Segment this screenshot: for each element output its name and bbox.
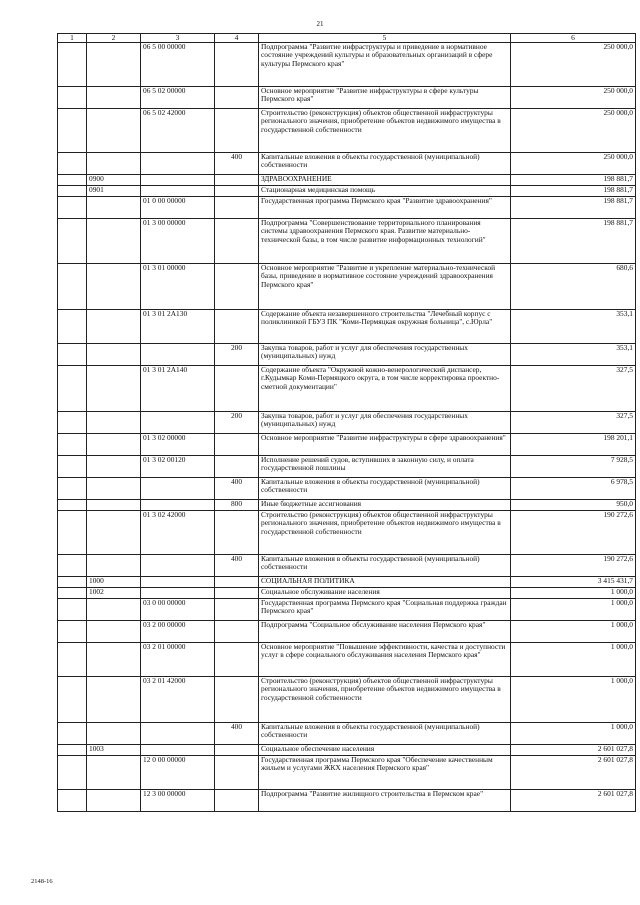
amount-cell: 190 272,6	[511, 555, 636, 577]
subsection-cell	[87, 511, 141, 555]
subsection-cell	[87, 153, 141, 175]
target-article-cell	[141, 588, 215, 599]
subsection-cell	[87, 478, 141, 500]
table-row	[58, 577, 636, 588]
table-row	[58, 434, 636, 456]
name-cell: Капитальные вложения в объекты государственной (муниципальной) собственности	[259, 555, 511, 577]
table-row	[58, 500, 636, 511]
amount-cell: 1 000,0	[511, 621, 636, 643]
table-row	[58, 790, 636, 812]
amount-cell: 198 881,7	[511, 197, 636, 219]
target-article-cell: 01 3 02 00000	[141, 434, 215, 456]
target-article-cell	[141, 412, 215, 434]
column-header-2: 2	[87, 34, 141, 43]
section-cell	[58, 153, 87, 175]
name-cell: Подпрограмма "Развитие инфраструктуры и приведение в нормативное состояние учреждений культуры и образовательных организаций в сфере культуры Пермского края"	[259, 43, 511, 87]
section-cell	[58, 621, 87, 643]
section-cell	[58, 366, 87, 412]
section-cell	[58, 456, 87, 478]
table-row	[58, 478, 636, 500]
name-cell: СОЦИАЛЬНАЯ ПОЛИТИКА	[259, 577, 511, 588]
target-article-cell	[141, 478, 215, 500]
target-article-cell: 03 0 00 00000	[141, 599, 215, 621]
section-cell	[58, 87, 87, 109]
name-cell: Закупка товаров, работ и услуг для обеспечения государственных (муниципальных) нужд	[259, 344, 511, 366]
subsection-cell: 0900	[87, 175, 141, 186]
expense-type-cell	[215, 175, 259, 186]
table-row	[58, 621, 636, 643]
section-cell	[58, 478, 87, 500]
target-article-cell	[141, 555, 215, 577]
amount-cell: 327,5	[511, 366, 636, 412]
target-article-cell: 06 5 00 00000	[141, 43, 215, 87]
target-article-cell	[141, 344, 215, 366]
target-article-cell: 01 3 02 00120	[141, 456, 215, 478]
amount-cell: 2 601 027,8	[511, 790, 636, 812]
name-cell: Подпрограмма "Социальное обслуживание населения Пермского края"	[259, 621, 511, 643]
section-cell	[58, 264, 87, 310]
section-cell	[58, 790, 87, 812]
subsection-cell	[87, 599, 141, 621]
target-article-cell: 03 2 01 00000	[141, 643, 215, 677]
section-cell	[58, 745, 87, 756]
subsection-cell: 1000	[87, 577, 141, 588]
amount-cell: 198 201,1	[511, 434, 636, 456]
column-header-5: 5	[259, 34, 511, 43]
expense-type-cell	[215, 43, 259, 87]
table-row	[58, 186, 636, 197]
target-article-cell: 03 2 01 42000	[141, 677, 215, 723]
budget-table-body	[58, 34, 636, 812]
expense-type-cell	[215, 87, 259, 109]
amount-cell: 250 000,0	[511, 109, 636, 153]
amount-cell: 1 000,0	[511, 643, 636, 677]
amount-cell: 680,6	[511, 264, 636, 310]
subsection-cell	[87, 456, 141, 478]
subsection-cell	[87, 197, 141, 219]
table-row	[58, 723, 636, 745]
name-cell: ЗДРАВООХРАНЕНИЕ	[259, 175, 511, 186]
target-article-cell: 01 3 02 42000	[141, 511, 215, 555]
amount-cell: 1 000,0	[511, 723, 636, 745]
subsection-cell	[87, 555, 141, 577]
expense-type-cell: 400	[215, 478, 259, 500]
target-article-cell: 12 0 00 00000	[141, 756, 215, 790]
amount-cell: 250 000,0	[511, 87, 636, 109]
section-cell	[58, 500, 87, 511]
name-cell: Строительство (реконструкция) объектов общественной инфраструктуры регионального значения, приобретение объектов недвижимого имущества в государственной собственности	[259, 109, 511, 153]
table-row	[58, 219, 636, 264]
amount-cell: 250 000,0	[511, 43, 636, 87]
target-article-cell	[141, 723, 215, 745]
table-row	[58, 175, 636, 186]
name-cell: Исполнение решений судов, вступивших в законную силу, и оплата государственной пошлины	[259, 456, 511, 478]
target-article-cell: 01 3 01 00000	[141, 264, 215, 310]
section-cell	[58, 43, 87, 87]
expense-type-cell	[215, 264, 259, 310]
table-row	[58, 643, 636, 677]
expense-type-cell	[215, 310, 259, 344]
name-cell: Закупка товаров, работ и услуг для обеспечения государственных (муниципальных) нужд	[259, 412, 511, 434]
table-row	[58, 756, 636, 790]
subsection-cell	[87, 643, 141, 677]
amount-cell: 198 881,7	[511, 219, 636, 264]
target-article-cell	[141, 186, 215, 197]
section-cell	[58, 109, 87, 153]
expense-type-cell	[215, 621, 259, 643]
target-article-cell: 12 3 00 00000	[141, 790, 215, 812]
table-row	[58, 412, 636, 434]
section-cell	[58, 511, 87, 555]
target-article-cell	[141, 577, 215, 588]
target-article-cell	[141, 500, 215, 511]
section-cell	[58, 677, 87, 723]
amount-cell: 190 272,6	[511, 511, 636, 555]
target-article-cell: 06 5 02 00000	[141, 87, 215, 109]
subsection-cell	[87, 87, 141, 109]
expense-type-cell	[215, 588, 259, 599]
section-cell	[58, 588, 87, 599]
table-row	[58, 264, 636, 310]
expense-type-cell: 800	[215, 500, 259, 511]
table-row	[58, 366, 636, 412]
amount-cell: 1 000,0	[511, 588, 636, 599]
amount-cell: 250 000,0	[511, 153, 636, 175]
amount-cell: 1 000,0	[511, 599, 636, 621]
expense-type-cell	[215, 366, 259, 412]
table-row	[58, 555, 636, 577]
subsection-cell	[87, 756, 141, 790]
expense-type-cell	[215, 219, 259, 264]
target-article-cell: 01 0 00 00000	[141, 197, 215, 219]
section-cell	[58, 723, 87, 745]
name-cell: Государственная программа Пермского края "Социальная поддержка граждан Пермского края"	[259, 599, 511, 621]
section-cell	[58, 577, 87, 588]
subsection-cell	[87, 621, 141, 643]
subsection-cell	[87, 43, 141, 87]
expense-type-cell	[215, 434, 259, 456]
amount-cell: 6 978,5	[511, 478, 636, 500]
section-cell	[58, 310, 87, 344]
amount-cell: 7 928,5	[511, 456, 636, 478]
amount-cell: 353,1	[511, 344, 636, 366]
table-header-row	[58, 34, 636, 43]
expense-type-cell	[215, 197, 259, 219]
section-cell	[58, 219, 87, 264]
name-cell: Строительство (реконструкция) объектов общественной инфраструктуры регионального значения, приобретение объектов недвижимого имущества в государственной собственности	[259, 677, 511, 723]
name-cell: Основное мероприятие "Развитие инфраструктуры в сфере культуры Пермского края"	[259, 87, 511, 109]
name-cell: Основное мероприятие "Повышение эффективности, качества и доступности услуг в сфере социального обслуживания населения Пермского края"	[259, 643, 511, 677]
page-number: 21	[316, 20, 324, 28]
section-cell	[58, 434, 87, 456]
subsection-cell: 1003	[87, 745, 141, 756]
table-row	[58, 456, 636, 478]
amount-cell: 3 415 431,7	[511, 577, 636, 588]
target-article-cell: 03 2 00 00000	[141, 621, 215, 643]
table-row	[58, 511, 636, 555]
expense-type-cell: 200	[215, 412, 259, 434]
expense-type-cell	[215, 186, 259, 197]
name-cell: Подпрограмма "Развитие жилищного строительства в Пермском крае"	[259, 790, 511, 812]
expense-type-cell	[215, 456, 259, 478]
table-row	[58, 588, 636, 599]
target-article-cell: 06 5 02 42000	[141, 109, 215, 153]
amount-cell: 353,1	[511, 310, 636, 344]
section-cell	[58, 186, 87, 197]
subsection-cell	[87, 412, 141, 434]
name-cell: Государственная программа Пермского края "Обеспечение качественным жильем и услугами ЖКХ населения Пермского края"	[259, 756, 511, 790]
table-row	[58, 677, 636, 723]
subsection-cell	[87, 219, 141, 264]
amount-cell: 950,0	[511, 500, 636, 511]
table-row	[58, 599, 636, 621]
section-cell	[58, 344, 87, 366]
target-article-cell	[141, 153, 215, 175]
target-article-cell	[141, 175, 215, 186]
expense-type-cell	[215, 599, 259, 621]
column-header-3: 3	[141, 34, 215, 43]
amount-cell: 327,5	[511, 412, 636, 434]
name-cell: Стационарная медицинская помощь	[259, 186, 511, 197]
name-cell: Содержание объекта незавершенного строительства "Лечебный корпус с поликлиникой ГБУЗ ПК "Коми-Пермяцкая окружная больница", с.Юрла"	[259, 310, 511, 344]
name-cell: Содержание объекта "Окружной кожно-венерологический диспансер, г.Кудымкар Коми-Пермяцкого округа, в том числе корректировка проектно-сметной документации"	[259, 366, 511, 412]
section-cell	[58, 555, 87, 577]
section-cell	[58, 643, 87, 677]
target-article-cell: 01 3 00 00000	[141, 219, 215, 264]
amount-cell: 2 601 027,8	[511, 756, 636, 790]
expense-type-cell	[215, 790, 259, 812]
expense-type-cell	[215, 577, 259, 588]
table-row	[58, 310, 636, 344]
expense-type-cell	[215, 677, 259, 723]
expense-type-cell	[215, 756, 259, 790]
subsection-cell	[87, 310, 141, 344]
subsection-cell: 0901	[87, 186, 141, 197]
column-header-4: 4	[215, 34, 259, 43]
section-cell	[58, 599, 87, 621]
name-cell: Основное мероприятие "Развитие инфраструктуры в сфере здравоохранения"	[259, 434, 511, 456]
subsection-cell	[87, 723, 141, 745]
document-code: 2148-16	[31, 878, 53, 885]
table-row	[58, 153, 636, 175]
subsection-cell	[87, 500, 141, 511]
name-cell: Капитальные вложения в объекты государственной (муниципальной) собственности	[259, 478, 511, 500]
table-row	[58, 197, 636, 219]
amount-cell: 198 881,7	[511, 186, 636, 197]
subsection-cell	[87, 264, 141, 310]
name-cell: Иные бюджетные ассигнования	[259, 500, 511, 511]
subsection-cell	[87, 366, 141, 412]
table-row	[58, 87, 636, 109]
section-cell	[58, 197, 87, 219]
expense-type-cell	[215, 643, 259, 677]
table-row	[58, 344, 636, 366]
target-article-cell	[141, 745, 215, 756]
table-row	[58, 109, 636, 153]
column-header-1: 1	[58, 34, 87, 43]
name-cell: Строительство (реконструкция) объектов общественной инфраструктуры регионального значения, приобретение объектов недвижимого имущества в государственной собственности	[259, 511, 511, 555]
table-row	[58, 43, 636, 87]
expense-type-cell	[215, 109, 259, 153]
name-cell: Государственная программа Пермского края "Развитие здравоохранения"	[259, 197, 511, 219]
subsection-cell	[87, 677, 141, 723]
table-row	[58, 745, 636, 756]
subsection-cell	[87, 109, 141, 153]
subsection-cell: 1002	[87, 588, 141, 599]
expense-type-cell	[215, 511, 259, 555]
budget-table	[57, 33, 636, 812]
name-cell: Капитальные вложения в объекты государственной (муниципальной) собственности	[259, 723, 511, 745]
section-cell	[58, 175, 87, 186]
name-cell: Социальное обслуживание населения	[259, 588, 511, 599]
subsection-cell	[87, 434, 141, 456]
expense-type-cell	[215, 745, 259, 756]
subsection-cell	[87, 344, 141, 366]
expense-type-cell: 200	[215, 344, 259, 366]
expense-type-cell: 400	[215, 555, 259, 577]
amount-cell: 1 000,0	[511, 677, 636, 723]
name-cell: Подпрограмма "Совершенствование территориального планирования системы здравоохранения Пермского края. Развитие материально-технической базы, в том числе развитие информационных технологий"	[259, 219, 511, 264]
subsection-cell	[87, 790, 141, 812]
expense-type-cell: 400	[215, 723, 259, 745]
expense-type-cell: 400	[215, 153, 259, 175]
target-article-cell: 01 3 01 2А140	[141, 366, 215, 412]
name-cell: Капитальные вложения в объекты государственной (муниципальной) собственности	[259, 153, 511, 175]
name-cell: Социальное обеспечение населения	[259, 745, 511, 756]
section-cell	[58, 412, 87, 434]
target-article-cell: 01 3 01 2А130	[141, 310, 215, 344]
amount-cell: 2 601 027,8	[511, 745, 636, 756]
section-cell	[58, 756, 87, 790]
name-cell: Основное мероприятие "Развитие и укрепление материально-технической базы, приведение в нормативное состояние учреждений здравоохранения Пермского края"	[259, 264, 511, 310]
column-header-6: 6	[511, 34, 636, 43]
amount-cell: 198 881,7	[511, 175, 636, 186]
